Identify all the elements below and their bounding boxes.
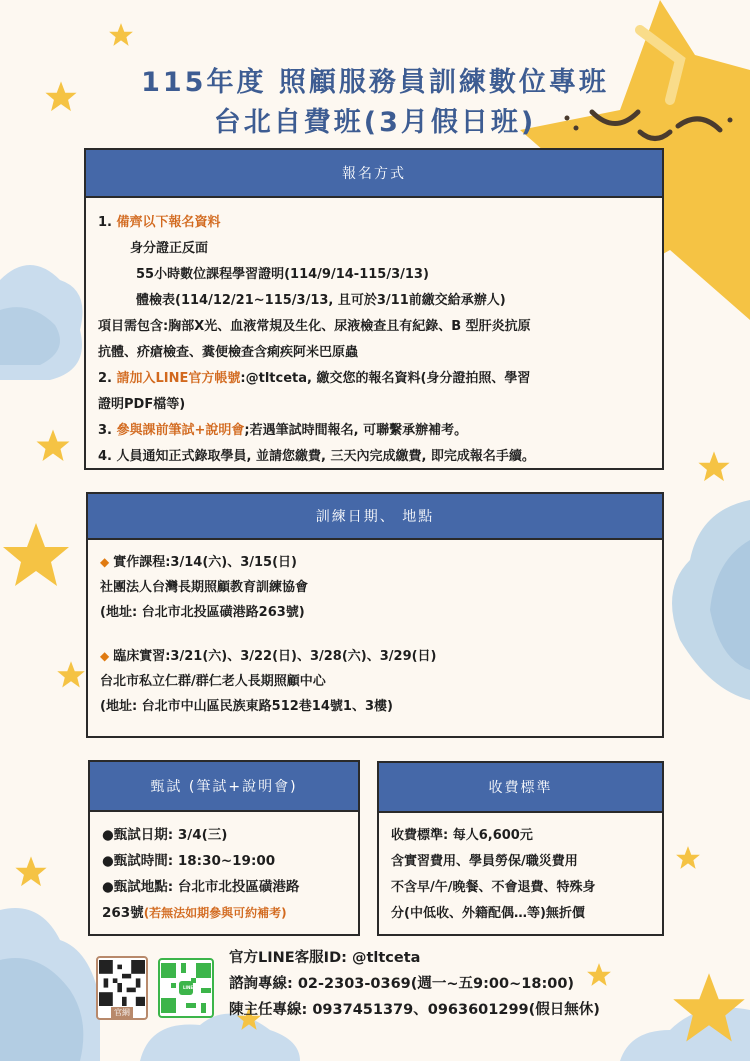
exam-time: ●甄試時間: 18:30~19:00 (102, 853, 276, 869)
star-icon (0, 520, 72, 592)
exam-place: ●甄試地點: 台北市北投區磺港路 (102, 879, 300, 895)
fee-includes: 含實習費用、學員勞保/職災費用 (391, 854, 578, 869)
consult-hotline: 諮詢專線: 02-2303-0369(週一~五9:00~18:00) (229, 976, 575, 992)
cloud-right-decoration (660, 500, 750, 700)
practical-course-address: (地址: 台北市北投區磺港路263號) (100, 605, 305, 620)
exam-date: ●甄試日期: 3/4(三) (102, 827, 228, 843)
star-icon (108, 22, 134, 48)
star-icon (675, 845, 701, 871)
registration-item-2: 2. 請加入LINE官方帳號:@tltceta, 繳交您的報名資料(身分證拍照、學習 (98, 371, 531, 386)
fee-heading: 收費標準 (379, 763, 662, 813)
cloud-left-decoration (0, 250, 90, 390)
makeup-exam-note: (若無法如期參與可約補考) (143, 906, 287, 920)
star-icon (670, 970, 748, 1048)
item-2-title: 請加入LINE官方帳號 (116, 371, 241, 386)
manager-hotline: 陳主任專線: 0937451379、0963601299(假日無休) (229, 1002, 600, 1018)
line-qr-card[interactable] (158, 958, 214, 1018)
practical-course: ◆ 實作課程:3/14(六)、3/15(日) (100, 555, 297, 570)
clinical-practice-address: (地址: 台北市中山區民族東路512巷14號1、3樓) (100, 699, 393, 714)
star-icon (697, 450, 731, 484)
item-1-title: 備齊以下報名資料 (116, 215, 221, 230)
registration-heading: 報名方式 (86, 150, 662, 198)
fee-amount: 收費標準: 每人6,600元 (391, 828, 533, 843)
doc-health-check: 體檢表(114/12/21~115/3/13, 且可於3/11前繳交給承辦人) (136, 293, 506, 308)
fee-excludes-cont: 分(中低收、外籍配偶…等)無折價 (391, 906, 585, 921)
star-icon (35, 428, 71, 464)
health-check-items-cont: 抗體、疥瘡檢查、糞便檢查含痢疾阿米巴原蟲 (98, 345, 359, 360)
line-logo-caption: LINE (182, 985, 194, 990)
page-title: 115年度 照顧服務員訓練數位專班 (141, 67, 609, 98)
qr-code-icon (99, 960, 145, 1006)
doc-id-card: 身分證正反面 (130, 241, 209, 256)
exam-place-cont: 263號(若無法如期參與可約補考) (102, 905, 287, 921)
website-qr-caption: 官網 (111, 1007, 133, 1018)
exam-heading: 甄試 (筆試+說明會) (90, 762, 358, 812)
star-icon (56, 660, 86, 690)
contact-info (229, 945, 600, 1023)
line-id: 官方LINE客服ID: @tltceta (229, 950, 421, 966)
item-3-title: 參與課前筆試+說明會 (116, 423, 245, 438)
website-qr-card[interactable] (96, 956, 148, 1020)
star-icon (14, 855, 48, 889)
clinical-practice: ◆ 臨床實習:3/21(六)、3/22(日)、3/28(六)、3/29(日) (100, 649, 437, 664)
item-number: 1. (98, 215, 112, 230)
doc-course-certificate: 55小時數位課程學習證明(114/9/14-115/3/13) (136, 267, 429, 282)
training-section (86, 492, 664, 738)
diamond-icon: ◆ (100, 649, 110, 663)
health-check-items: 項目需包含:胸部X光、血液常規及生化、尿液檢查且有紀錄、B 型肝炎抗原 (98, 319, 531, 334)
registration-item-1 (98, 210, 650, 236)
fee-excludes: 不含早/午/晚餐、不會退費、特殊身 (391, 880, 596, 895)
clinical-practice-org: 台北市私立仁群/群仁老人長期照顧中心 (100, 674, 326, 689)
page-subtitle: 台北自費班(3月假日班) (213, 107, 537, 138)
training-heading: 訓練日期、 地點 (88, 494, 662, 540)
fee-section (377, 761, 664, 936)
exam-section (88, 760, 360, 936)
registration-section (84, 148, 664, 470)
registration-item-3: 3. 參與課前筆試+說明會;若遇筆試時間報名, 可聯繫承辦補考。 (98, 423, 468, 438)
registration-item-2-cont: 證明PDF檔等) (98, 397, 186, 412)
diamond-icon: ◆ (100, 555, 110, 569)
line-account-text: :@tltceta, 繳交您的報名資料(身分證拍照、學習 (240, 371, 531, 386)
practical-course-org: 社團法人台灣長期照顧教育訓練協會 (100, 580, 309, 595)
registration-item-4: 4. 人員通知正式錄取學員, 並請您繳費, 三天內完成繳費, 即完成報名手續。 (98, 449, 535, 464)
